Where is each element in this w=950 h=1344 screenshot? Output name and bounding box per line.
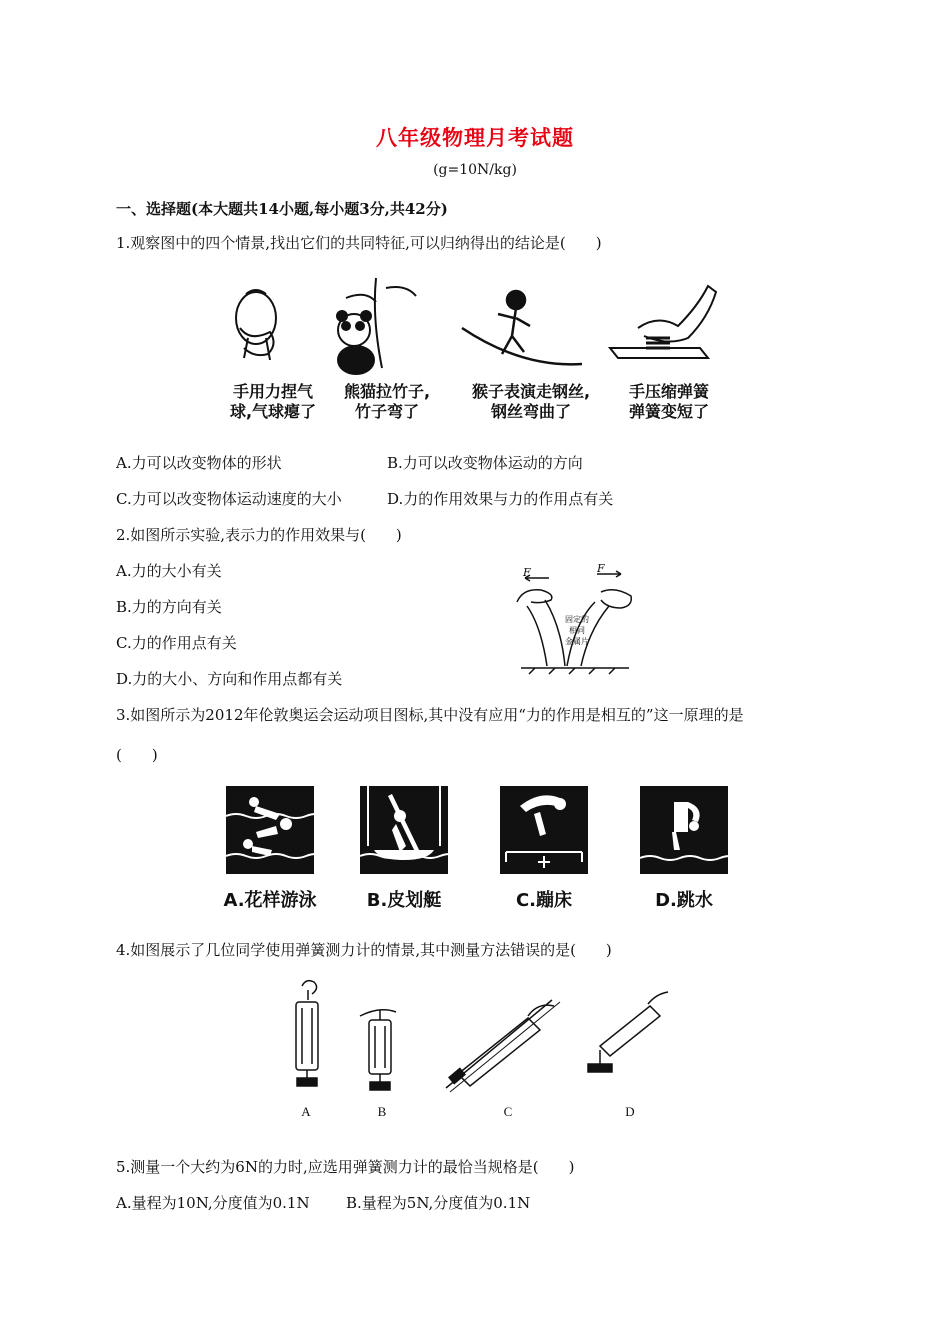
q1-caption-a-line2: 球,气球瘪了 <box>229 402 317 421</box>
monkey-wire-image <box>462 291 582 364</box>
synchronized-swimming-icon <box>226 786 314 874</box>
metal-strip-label-line2: 相同 <box>569 626 585 635</box>
force-label-right: F <box>597 562 605 575</box>
section-heading: 一、选择题(本大题共14小题,每小题3分,共42分) <box>116 200 448 218</box>
q1-caption-b-line1: 熊猫拉竹子, <box>343 382 431 401</box>
q1-caption-a <box>218 382 328 422</box>
question-2-stem: 2.如图所示实验,表示力的作用效果与( ) <box>116 526 402 544</box>
q3-caption-c: C.蹦床 <box>515 890 573 911</box>
q3-caption-b: B.皮划艇 <box>366 890 442 911</box>
q2-option-a[interactable]: A.力的大小有关 <box>116 562 222 580</box>
question-3-paren: ( ) <box>116 746 158 764</box>
trampoline-icon <box>500 786 588 874</box>
metal-strip-label-line1: 固定的 <box>565 615 589 624</box>
q1-caption-a-line1: 手用力捏气 <box>232 382 313 401</box>
spring-hand-image <box>610 286 716 358</box>
question-5-stem: 5.测量一个大约为6N的力时,应选用弹簧测力计的最恰当规格是( ) <box>116 1158 575 1176</box>
q1-caption-b <box>332 382 442 422</box>
q2-option-b[interactable]: B.力的方向有关 <box>116 598 222 616</box>
question-3-stem: 3.如图所示为2012年伦敦奥运会运动项目图标,其中没有应用“力的作用是相互的”这一原理的是 <box>116 706 744 724</box>
q2-option-c[interactable]: C.力的作用点有关 <box>116 634 237 652</box>
page-subtitle: (g=10N/kg) <box>433 162 517 178</box>
q1-option-b[interactable]: B.力可以改变物体运动的方向 <box>387 454 583 472</box>
q1-caption-d-line1: 手压缩弹簧 <box>628 382 709 401</box>
question-1-stem: 1.观察图中的四个情景,找出它们的共同特征,可以归纳得出的结论是( ) <box>116 234 602 252</box>
question-1-figure <box>226 278 726 378</box>
question-4-stem: 4.如图展示了几位同学使用弹簧测力计的情景,其中测量方法错误的是( ) <box>116 941 612 959</box>
q3-caption-d: D.跳水 <box>655 890 713 911</box>
question-2-figure <box>505 562 645 677</box>
q1-caption-d <box>614 382 724 422</box>
panda-bamboo-image <box>337 278 416 374</box>
q1-option-c[interactable]: C.力可以改变物体运动速度的大小 <box>116 490 342 508</box>
q1-option-a[interactable]: A.力可以改变物体的形状 <box>116 454 282 472</box>
q1-caption-d-line2: 弹簧变短了 <box>628 402 709 421</box>
question-4-figure <box>280 976 680 1101</box>
q4-letter-a: A <box>301 1104 311 1119</box>
q5-option-a[interactable]: A.量程为10N,分度值为0.1N <box>116 1194 310 1212</box>
q1-caption-c-line2: 钢丝弯曲了 <box>490 402 571 421</box>
q5-option-b[interactable]: B.量程为5N,分度值为0.1N <box>346 1194 531 1212</box>
q4-letter-c: C <box>503 1104 513 1119</box>
q3-caption-a: A.花样游泳 <box>223 890 317 911</box>
force-label-left: F <box>523 566 531 579</box>
q1-caption-c-line1: 猴子表演走钢丝, <box>471 382 591 401</box>
q2-option-d[interactable]: D.力的大小、方向和作用点都有关 <box>116 670 343 688</box>
metal-strip-label <box>563 614 591 647</box>
q1-caption-c <box>456 382 606 422</box>
canoe-icon <box>360 786 448 874</box>
q1-scenes <box>226 278 726 378</box>
q4-letter-d: D <box>625 1104 635 1119</box>
q1-option-d[interactable]: D.力的作用效果与力的作用点有关 <box>387 490 614 508</box>
spring-scales-image <box>280 976 680 1101</box>
q1-caption-b-line2: 竹子弯了 <box>354 402 419 421</box>
balloon-hand-image <box>236 290 276 360</box>
q4-letter-b: B <box>377 1104 387 1119</box>
metal-strip-label-line3: 金属片 <box>565 637 589 646</box>
diving-icon <box>640 786 728 874</box>
page-title: 八年级物理月考试题 <box>376 125 574 150</box>
